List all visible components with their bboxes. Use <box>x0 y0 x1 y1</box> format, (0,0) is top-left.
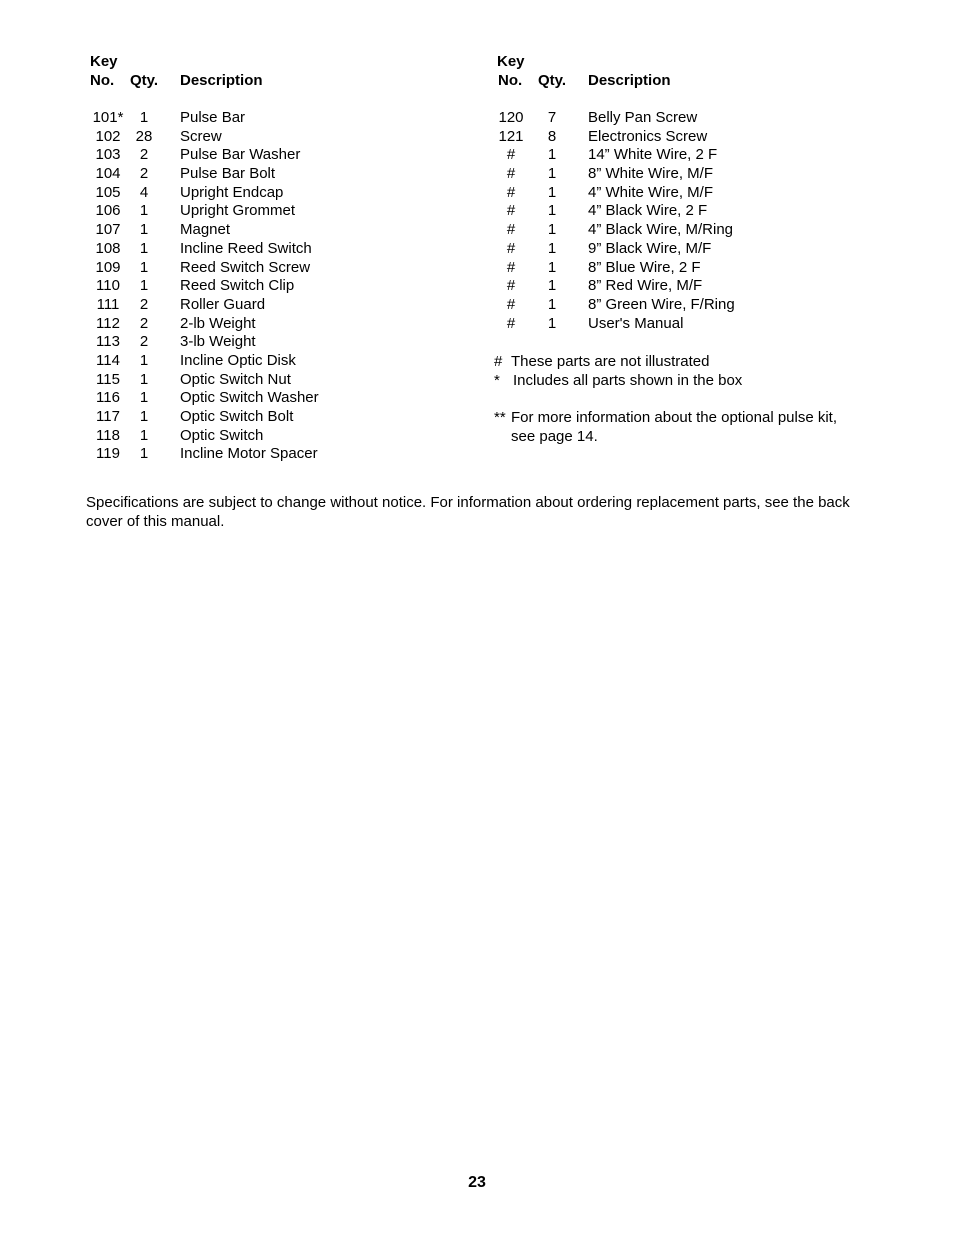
footnotes <box>494 353 864 447</box>
part-qty: 1 <box>547 277 557 295</box>
note-not-illustrated <box>494 353 864 372</box>
part-description: Optic Switch Nut <box>180 370 291 388</box>
part-key: 118 <box>96 426 120 444</box>
no-header: No. <box>498 72 523 89</box>
part-description: 3-lb Weight <box>180 333 256 351</box>
part-qty: 1 <box>547 202 557 220</box>
parts-list-left <box>90 52 470 464</box>
part-description: 9” Black Wire, M/F <box>588 239 712 257</box>
part-row <box>494 277 874 296</box>
part-qty: 1 <box>139 408 149 425</box>
part-description: Incline Optic Disk <box>180 351 296 369</box>
part-row <box>90 315 470 334</box>
part-key: 102 <box>95 127 121 145</box>
part-description: 8” White Wire, M/F <box>588 165 714 183</box>
note-text: These parts are not illustrated <box>511 353 710 370</box>
note-includes-all <box>494 372 864 391</box>
part-row <box>494 240 874 259</box>
part-description: Incline Motor Spacer <box>180 445 318 463</box>
part-key: 103 <box>95 146 121 164</box>
part-row <box>90 109 470 128</box>
part-key: 105 <box>95 183 121 201</box>
part-key: 111 <box>96 295 120 313</box>
part-qty: 2 <box>139 333 149 351</box>
part-row <box>494 315 874 334</box>
part-row <box>494 296 874 315</box>
part-row <box>90 259 470 278</box>
description-header: Description <box>180 72 263 89</box>
part-qty: 1 <box>139 389 149 407</box>
part-row <box>90 240 470 259</box>
no-header: No. <box>90 72 115 89</box>
part-key: 109 <box>95 258 121 276</box>
parts-list-header <box>90 52 470 100</box>
part-row <box>90 389 470 408</box>
part-description: 8” Blue Wire, 2 F <box>588 258 701 276</box>
part-description: Pulse Bar <box>180 109 246 126</box>
part-key: 108 <box>95 239 121 257</box>
part-description: Pulse Bar Bolt <box>180 165 276 183</box>
part-key: # <box>506 314 516 332</box>
part-qty: 1 <box>139 239 149 257</box>
part-key: # <box>506 277 516 295</box>
part-qty: 1 <box>547 258 557 276</box>
part-key: # <box>506 239 516 257</box>
part-qty: 2 <box>139 146 149 164</box>
part-key: 110 <box>96 277 120 295</box>
part-description: User's Manual <box>588 314 684 332</box>
part-key: 121 <box>498 127 524 145</box>
note-mark: # <box>494 353 503 370</box>
part-description: Electronics Screw <box>588 127 708 145</box>
part-qty: 2 <box>139 314 149 332</box>
part-description: Optic Switch <box>180 426 264 444</box>
part-description: Upright Grommet <box>180 202 296 220</box>
part-key: 101* <box>92 109 124 126</box>
part-row <box>90 221 470 240</box>
part-row <box>494 146 874 165</box>
part-key: # <box>506 202 516 220</box>
parts-list-right <box>494 52 874 333</box>
part-qty: 1 <box>547 239 557 257</box>
part-qty: 1 <box>139 445 149 463</box>
parts-rows <box>494 109 874 333</box>
part-qty: 1 <box>547 295 557 313</box>
part-description: Magnet <box>180 221 231 239</box>
part-description: 8” Green Wire, F/Ring <box>588 295 735 313</box>
part-description: 4” Black Wire, M/Ring <box>588 221 734 239</box>
part-key: 116 <box>96 389 120 407</box>
part-qty: 1 <box>139 277 149 295</box>
part-qty: 8 <box>547 127 557 145</box>
part-row <box>90 445 470 464</box>
part-row <box>494 109 874 128</box>
part-qty: 1 <box>139 370 149 388</box>
part-key: # <box>506 221 516 239</box>
part-row <box>494 128 874 147</box>
part-description: Optic Switch Bolt <box>180 408 294 425</box>
note-text: For more information about the optional pulse kit, see page 14. <box>511 409 838 445</box>
part-key: 104 <box>95 165 121 183</box>
part-key: 114 <box>96 351 120 369</box>
part-description: Incline Reed Switch <box>180 239 312 257</box>
part-row <box>494 221 874 240</box>
part-qty: 2 <box>139 165 149 183</box>
part-qty: 1 <box>139 351 149 369</box>
part-key: 107 <box>95 221 121 239</box>
part-description: Upright Endcap <box>180 183 284 201</box>
part-key: 112 <box>96 314 120 332</box>
part-qty: 1 <box>547 314 557 332</box>
qty-header: Qty. <box>130 72 159 89</box>
parts-list-header <box>494 52 874 100</box>
part-description: 4” White Wire, M/F <box>588 183 714 201</box>
part-row <box>90 277 470 296</box>
part-row <box>90 408 470 427</box>
part-row <box>90 427 470 446</box>
part-qty: 4 <box>139 183 149 201</box>
part-key: # <box>506 165 516 183</box>
part-description: 4” Black Wire, 2 F <box>588 202 708 220</box>
note-text: Includes all parts shown in the box <box>513 371 743 389</box>
part-qty: 1 <box>139 221 149 239</box>
part-description: 8” Red Wire, M/F <box>588 277 703 295</box>
part-row <box>90 296 470 315</box>
description-header: Description <box>588 72 671 89</box>
part-description: Screw <box>180 127 222 145</box>
part-row <box>90 146 470 165</box>
part-key: # <box>506 146 516 164</box>
specifications-notice: Specifications are subject to change without notice. For information about ordering replacement parts, see the back cover of this manual. <box>86 494 850 530</box>
part-key: 117 <box>96 408 120 425</box>
part-row <box>90 352 470 371</box>
part-qty: 1 <box>139 426 149 444</box>
part-row <box>90 333 470 352</box>
part-qty: 1 <box>547 146 557 164</box>
part-row <box>90 165 470 184</box>
part-key: 115 <box>96 370 120 388</box>
key-header: Key <box>90 53 118 70</box>
part-description: Pulse Bar Washer <box>180 146 301 164</box>
part-description: Belly Pan Screw <box>588 109 698 126</box>
part-row <box>90 184 470 203</box>
part-row <box>90 128 470 147</box>
part-row <box>494 184 874 203</box>
part-qty: 1 <box>139 258 149 276</box>
part-description: Optic Switch Washer <box>180 389 319 407</box>
part-qty: 7 <box>547 109 557 126</box>
part-key: 106 <box>95 202 121 220</box>
part-qty: 28 <box>135 127 153 145</box>
part-qty: 1 <box>547 183 557 201</box>
key-header: Key <box>497 53 525 70</box>
part-row <box>90 202 470 221</box>
part-key: # <box>506 295 516 313</box>
qty-header: Qty. <box>538 72 567 89</box>
part-qty: 1 <box>547 165 557 183</box>
parts-rows <box>90 109 470 464</box>
part-qty: 1 <box>139 109 149 126</box>
part-qty: 2 <box>139 295 149 313</box>
part-description: Reed Switch Clip <box>180 277 295 295</box>
note-mark: * <box>494 371 500 389</box>
note-pulse-kit <box>494 409 864 446</box>
part-row <box>494 165 874 184</box>
part-row <box>494 202 874 221</box>
part-key: 113 <box>96 333 120 351</box>
part-description: 2-lb Weight <box>180 314 256 332</box>
part-row <box>494 259 874 278</box>
part-description: Roller Guard <box>180 295 266 313</box>
part-key: # <box>506 258 516 276</box>
part-description: 14” White Wire, 2 F <box>588 146 718 164</box>
page-number: 23 <box>468 1174 486 1191</box>
part-description: Reed Switch Screw <box>180 258 311 276</box>
part-key: 119 <box>96 445 120 463</box>
part-qty: 1 <box>139 202 149 220</box>
note-mark: ** <box>494 409 506 427</box>
part-qty: 1 <box>547 221 557 239</box>
part-key: # <box>506 183 516 201</box>
part-key: 120 <box>498 109 524 126</box>
part-row <box>90 371 470 390</box>
